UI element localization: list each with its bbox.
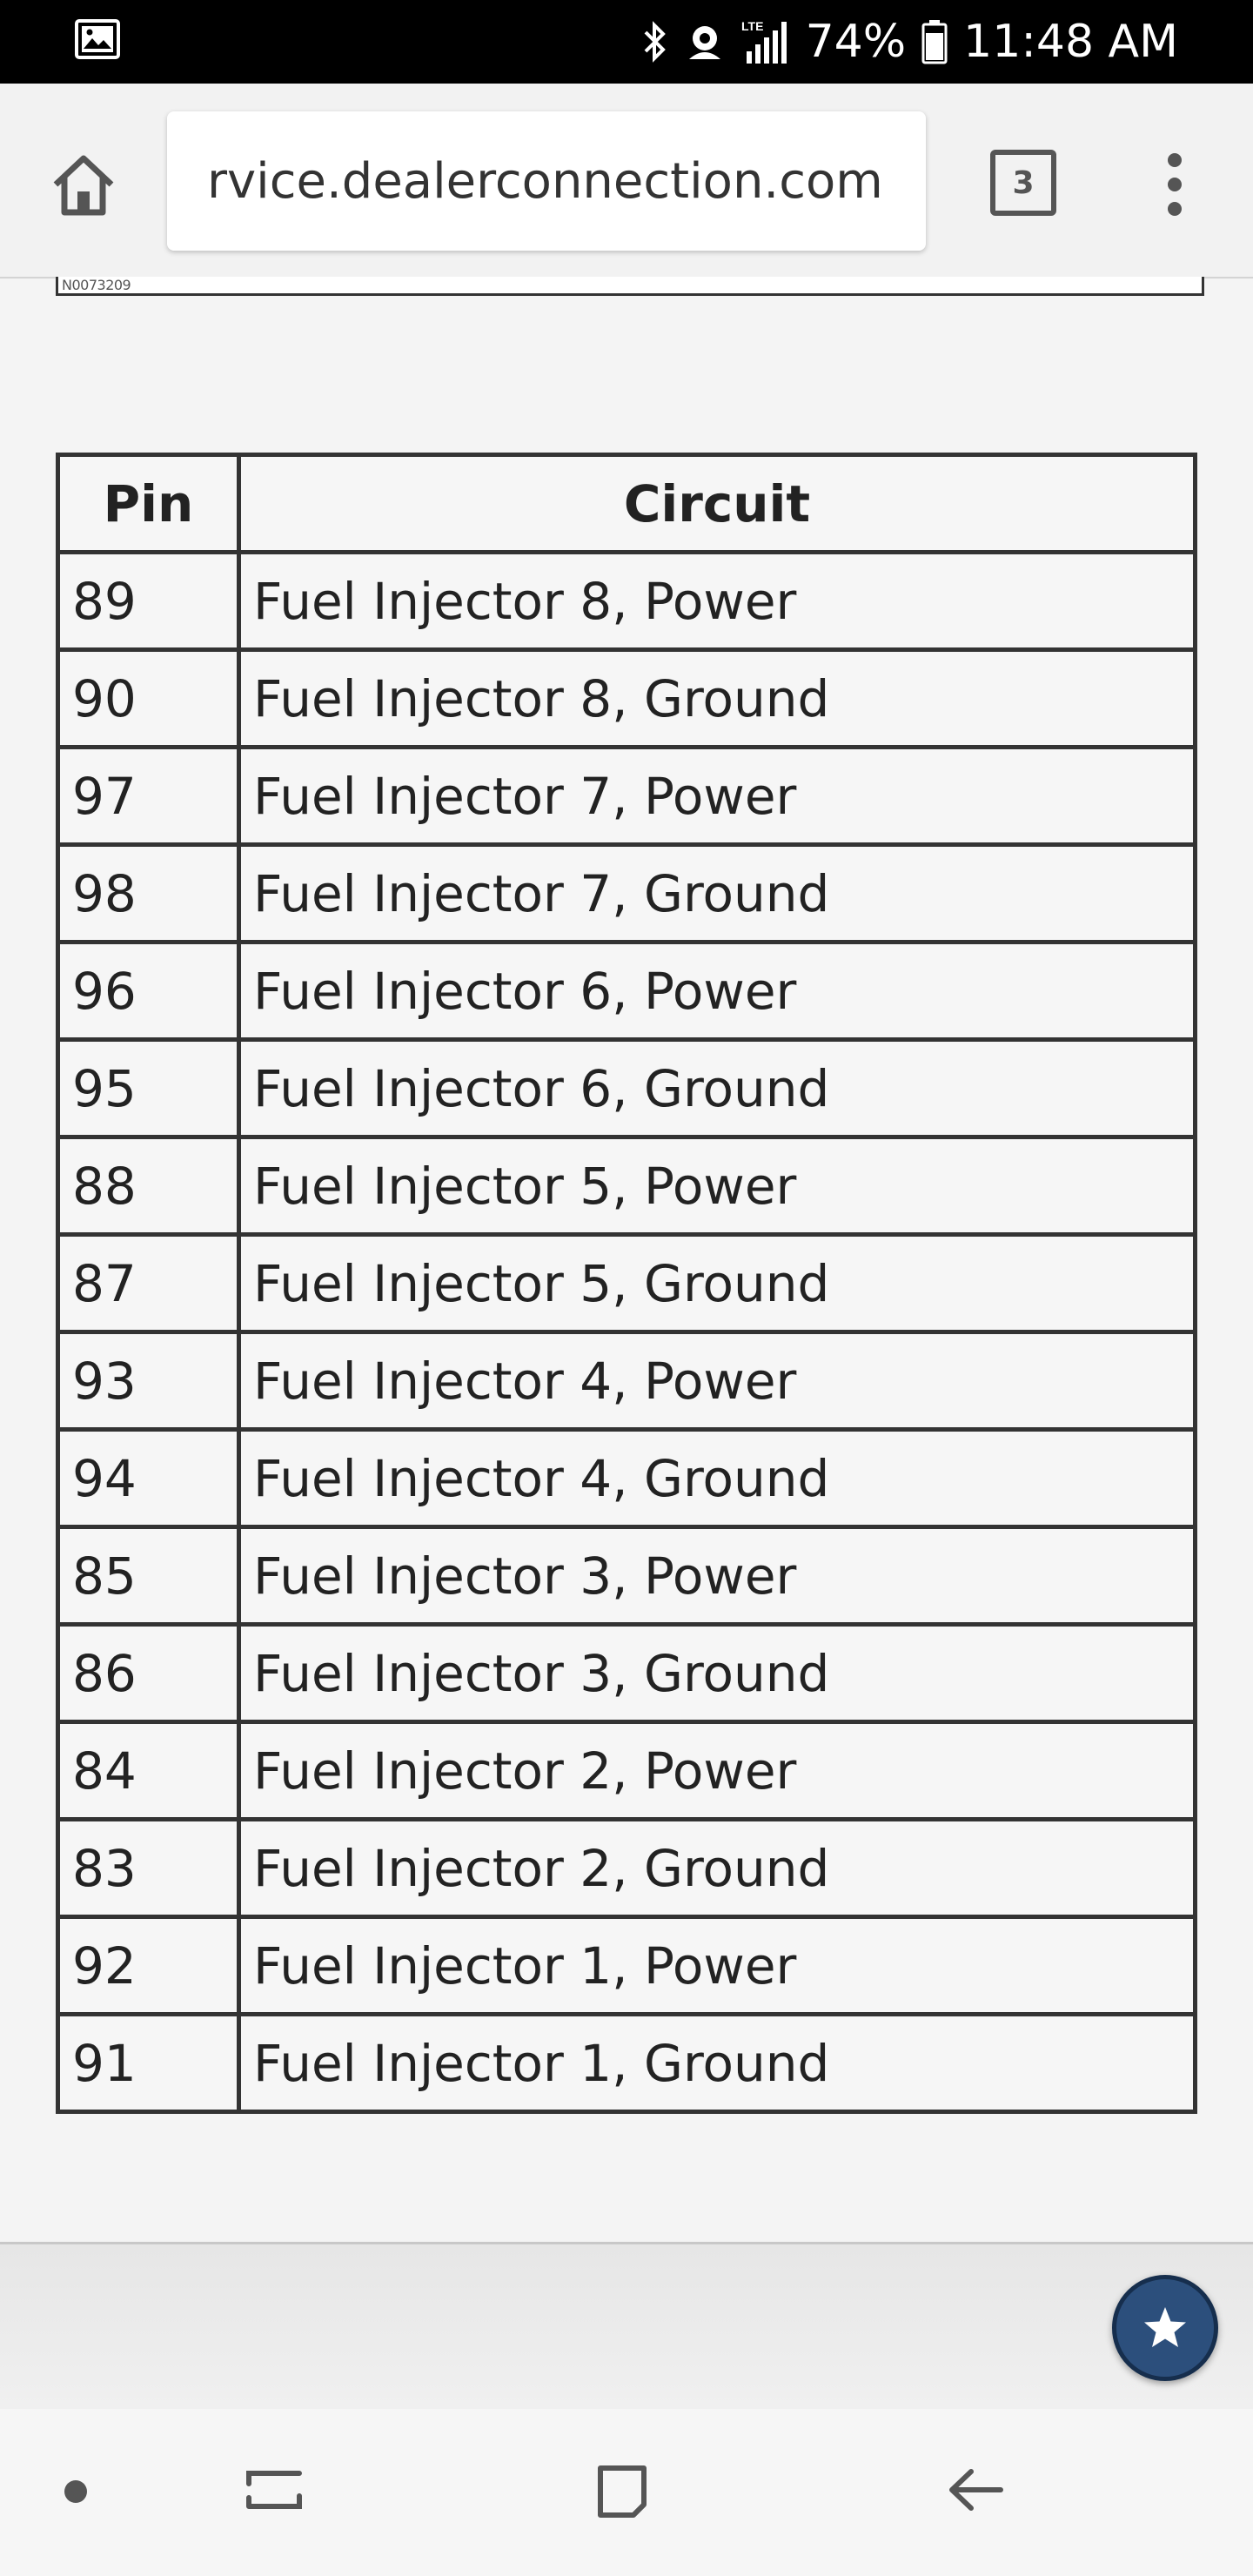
circuit-cell: Fuel Injector 2, Power xyxy=(239,1722,1196,1820)
tab-count: 3 xyxy=(1012,164,1035,201)
signal-icon xyxy=(741,18,790,65)
circuit-cell: Fuel Injector 4, Power xyxy=(239,1332,1196,1430)
circuit-cell: Fuel Injector 3, Ground xyxy=(239,1625,1196,1722)
table-header-row xyxy=(58,455,1196,553)
column-header-pin: Pin xyxy=(58,455,239,553)
circuit-cell: Fuel Injector 3, Power xyxy=(239,1527,1196,1625)
circuit-cell: Fuel Injector 7, Ground xyxy=(239,845,1196,943)
tab-switcher-button[interactable] xyxy=(990,150,1056,216)
pin-cell: 92 xyxy=(58,1917,239,2015)
pin-cell: 91 xyxy=(58,2015,239,2112)
circuit-cell: Fuel Injector 6, Power xyxy=(239,943,1196,1040)
table-row xyxy=(58,1917,1196,2015)
pin-cell: 96 xyxy=(58,943,239,1040)
circuit-cell: Fuel Injector 5, Power xyxy=(239,1137,1196,1235)
pin-cell: 86 xyxy=(58,1625,239,1722)
circuit-cell: Fuel Injector 4, Ground xyxy=(239,1430,1196,1527)
pin-cell: 97 xyxy=(58,748,239,845)
table-row xyxy=(58,1332,1196,1430)
star-icon[interactable] xyxy=(1112,2275,1218,2381)
circuit-cell: Fuel Injector 6, Ground xyxy=(239,1040,1196,1137)
pin-cell: 84 xyxy=(58,1722,239,1820)
alarm-icon xyxy=(684,21,726,63)
pin-cell: 94 xyxy=(58,1430,239,1527)
table-row xyxy=(58,1235,1196,1332)
circuit-cell: Fuel Injector 5, Ground xyxy=(239,1235,1196,1332)
circuit-cell: Fuel Injector 7, Power xyxy=(239,748,1196,845)
overflow-menu-icon[interactable] xyxy=(1140,150,1209,219)
status-bar xyxy=(0,0,1253,84)
clock: 11:48 AM xyxy=(963,16,1178,68)
circuit-cell: Fuel Injector 1, Power xyxy=(239,1917,1196,2015)
url-bar[interactable] xyxy=(167,111,926,251)
table-row xyxy=(58,1040,1196,1137)
table-row xyxy=(58,748,1196,845)
home-icon[interactable] xyxy=(44,144,124,225)
pin-cell: 85 xyxy=(58,1527,239,1625)
circuit-cell: Fuel Injector 2, Ground xyxy=(239,1820,1196,1917)
pin-cell: 89 xyxy=(58,553,239,650)
table-row xyxy=(58,1137,1196,1235)
circuit-cell: Fuel Injector 1, Ground xyxy=(239,2015,1196,2112)
column-header-circuit: Circuit xyxy=(239,455,1196,553)
pin-cell: 98 xyxy=(58,845,239,943)
url-text: rvice.dealerconnection.com xyxy=(207,152,883,210)
pin-cell: 83 xyxy=(58,1820,239,1917)
recents-icon[interactable] xyxy=(235,2451,313,2529)
table-row xyxy=(58,553,1196,650)
bluetooth-icon xyxy=(642,20,668,64)
figure-frame xyxy=(56,277,1204,296)
table-row xyxy=(58,1527,1196,1625)
back-icon[interactable] xyxy=(936,2451,1015,2529)
table-row xyxy=(58,650,1196,748)
pin-cell: 95 xyxy=(58,1040,239,1137)
table-row xyxy=(58,1625,1196,1722)
circuit-cell: Fuel Injector 8, Ground xyxy=(239,650,1196,748)
circuit-cell: Fuel Injector 8, Power xyxy=(239,553,1196,650)
table-row xyxy=(58,1722,1196,1820)
table-row xyxy=(58,943,1196,1040)
image-icon xyxy=(75,19,120,59)
table-row xyxy=(58,845,1196,943)
table-row xyxy=(58,1430,1196,1527)
nav-dot-icon xyxy=(64,2480,87,2503)
table-row xyxy=(58,1820,1196,1917)
pin-cell: 90 xyxy=(58,650,239,748)
pin-cell: 87 xyxy=(58,1235,239,1332)
bottom-panel xyxy=(0,2242,1253,2409)
table-row xyxy=(58,2015,1196,2112)
browser-toolbar xyxy=(0,84,1253,278)
pin-cell: 88 xyxy=(58,1137,239,1235)
pin-circuit-table xyxy=(56,453,1197,2114)
battery-icon xyxy=(921,19,948,64)
svg-text:LTE: LTE xyxy=(740,19,763,33)
battery-level: 74% xyxy=(805,16,907,68)
pin-cell: 93 xyxy=(58,1332,239,1430)
nav-home-icon[interactable] xyxy=(583,2451,661,2529)
figure-id: N0073209 xyxy=(62,277,131,293)
